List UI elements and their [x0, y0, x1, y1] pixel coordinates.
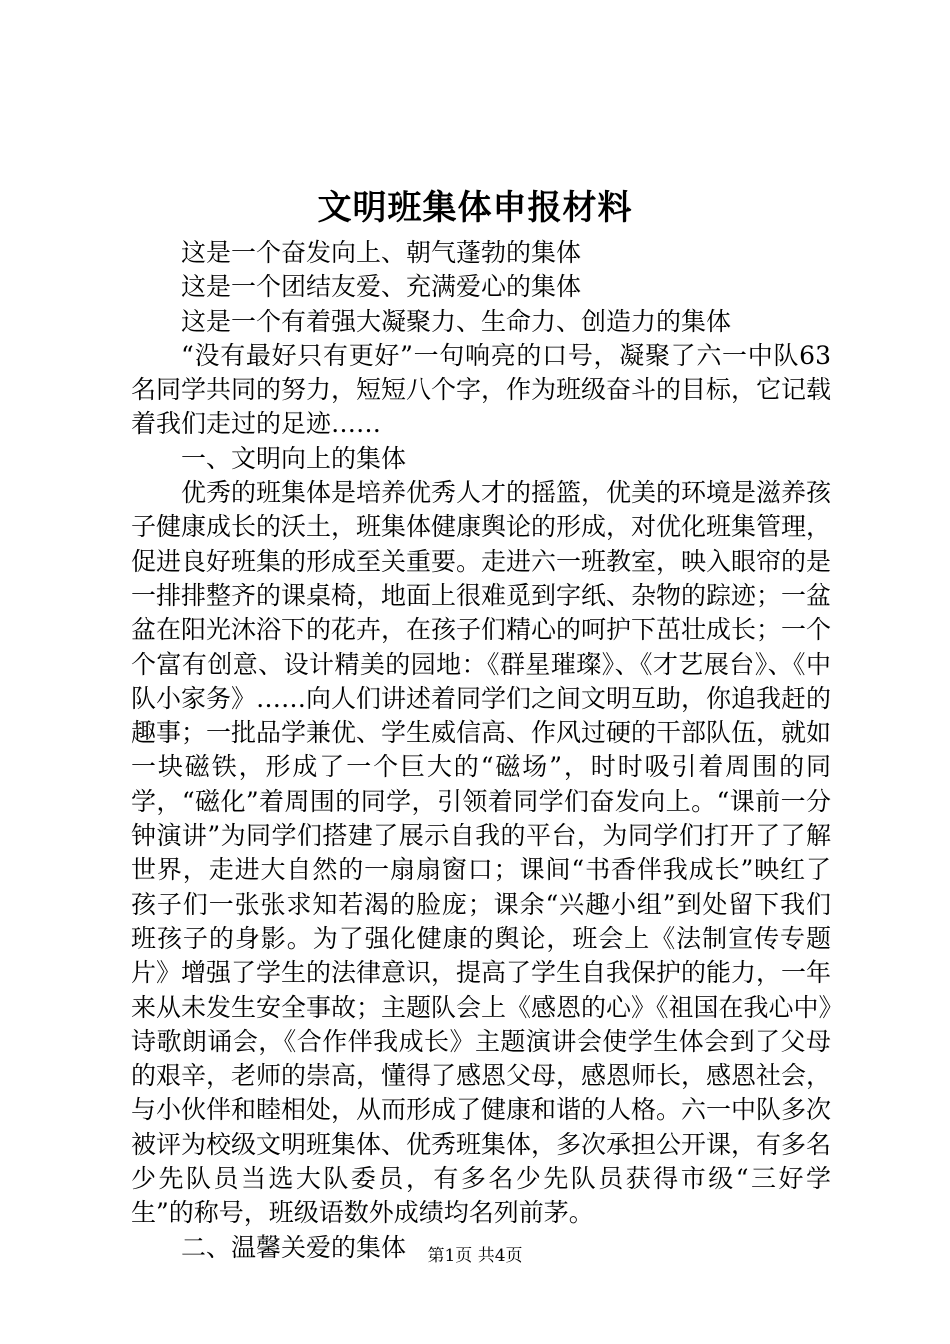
- page-footer: 第1页 共4页: [427, 1246, 523, 1266]
- intro-line-1: 这是一个奋发向上、朝气蓬勃的集体: [181, 238, 582, 267]
- slogan-paragraph: “没有最好只有更好”一句响亮的口号，凝聚了六一中队63名同学共同的努力，短短八个字，作为班级奋斗的目标，它记载着我们走过的足迹……: [131, 340, 832, 439]
- intro-line-2: 这是一个团结友爱、充满爱心的集体: [181, 272, 582, 302]
- intro-line-3: 这是一个有着强大凝聚力、生命力、创造力的集体: [181, 306, 732, 336]
- document-title: 文明班集体申报材料: [317, 188, 633, 228]
- section-heading-1: 一、文明向上的集体: [181, 443, 407, 473]
- section-heading-2: 二、温馨关爱的集体: [181, 1232, 407, 1262]
- section-1-paragraph: 优秀的班集体是培养优秀人才的摇篮，优美的环境是滋养孩子健康成长的沃土，班集体健康舆论的形成，对优化班集管理，促进良好班集的形成至关重要。走进六一班教室，映入眼帘的是一排排整齐的课桌椅，地面上很难觅到字纸、杂物的踪迹；一盆盆在阳光沐浴下的花卉，在孩子们精心的呵护下茁壮成长；一个个富有创意、设计精美的园地：《群星璀璨》、《才艺展台》、《中队小家务》……向人们讲述着同学们之间文明互助，你追我赶的趣事；一批品学兼优、学生威信高、作风过硬的干部队伍，就如一块磁铁，形成了一个巨大的“磁场”，时时吸引着周围的同学，“磁化”着周围的同学，引领着同学们奋发向上。“课前一分钟演讲”为同学们搭建了展示自我的平台，为同学们打开了了解世界，走进大自然的一扇扇窗口；课间“书香伴我成长”映红了孩子们一张张求知若渴的脸庞；课余“兴趣小组”到处留下我们班孩子的身影。为了强化健康的舆论，班会上《法制宣传专题片》增强了学生的法律意识，提高了学生自我保护的能力，一年来从未发生安全事故；主题队会上《感恩的心》《祖国在我心中》诗歌朗诵会，《合作伴我成长》主题演讲会使学生体会到了父母的艰辛，老师的崇高，懂得了感恩父母，感恩师长，感恩社会，与小伙伴和睦相处，从而形成了健康和谐的人格。六一中队多次被评为校级文明班集体、优秀班集体，多次承担公开课，有多名少先队员当选大队委员，有多名少先队员获得市级“三好学生”的称号，班级语数外成绩均名列前茅。: [131, 478, 832, 1228]
- document-body: [131, 236, 831, 1265]
